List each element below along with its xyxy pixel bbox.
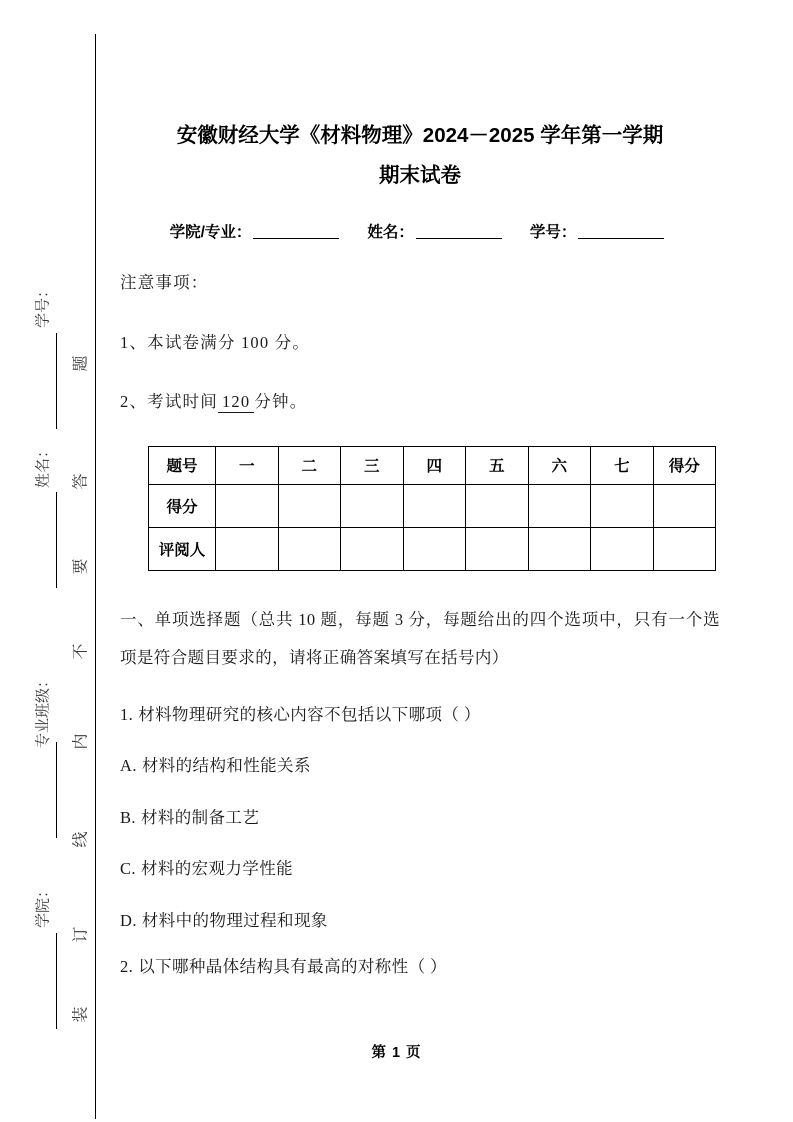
margin-rule-class bbox=[56, 742, 57, 838]
margin-field-name: 姓名： bbox=[35, 443, 52, 489]
score-table bbox=[148, 446, 716, 571]
option-c-label: C. bbox=[120, 859, 136, 878]
margin-field-student-id: 学号： bbox=[35, 283, 52, 329]
score-cell-3[interactable] bbox=[341, 484, 404, 527]
seal-char-ti: 题 bbox=[72, 355, 90, 372]
option-a-label: A. bbox=[120, 756, 137, 775]
seal-char-xian: 线 bbox=[72, 831, 90, 848]
score-cell-2[interactable] bbox=[278, 484, 341, 527]
reviewer-cell-6[interactable] bbox=[528, 527, 591, 570]
note-item-2 bbox=[120, 351, 720, 413]
score-table-header-4: 四 bbox=[403, 446, 466, 484]
college-major-label: 学院/专业： bbox=[169, 224, 252, 241]
student-info-row bbox=[120, 196, 720, 242]
score-table-header-5: 五 bbox=[466, 446, 529, 484]
student-id-blank[interactable] bbox=[578, 238, 664, 239]
seal-char-yao: 要 bbox=[72, 558, 90, 575]
question-1-option-a[interactable] bbox=[120, 723, 720, 775]
score-table-header-1: 一 bbox=[216, 446, 279, 484]
question-1-number: 1. bbox=[120, 704, 134, 724]
question-1-stem bbox=[120, 677, 720, 724]
score-cell-5[interactable] bbox=[466, 484, 529, 527]
reviewer-cell-1[interactable] bbox=[216, 527, 279, 570]
college-major-blank[interactable] bbox=[253, 238, 339, 239]
content-column bbox=[120, 0, 720, 976]
seal-char-da: 答 bbox=[72, 473, 90, 490]
score-table-header-3: 三 bbox=[341, 446, 404, 484]
option-b-text: 材料的制备工艺 bbox=[140, 807, 260, 827]
margin-field-college: 学院： bbox=[35, 883, 52, 929]
question-2-text: 以下哪种晶体结构具有最高的对称性（ ） bbox=[138, 957, 447, 976]
score-table-header-0: 题号 bbox=[149, 446, 216, 484]
page-footer: 第 1 页 bbox=[371, 1045, 422, 1061]
name-label: 姓名： bbox=[367, 224, 414, 241]
title-line-1: 安徽财经大学《材料物理》2024－2025 学年第一学期 bbox=[176, 124, 664, 147]
reviewer-cell-5[interactable] bbox=[466, 527, 529, 570]
note-2-prefix: 2、考试时间 bbox=[120, 392, 218, 411]
score-table-header-8: 得分 bbox=[653, 446, 716, 484]
reviewer-cell-3[interactable] bbox=[341, 527, 404, 570]
exam-duration-value: 120 bbox=[218, 394, 254, 413]
note-2-suffix: 分钟。 bbox=[254, 392, 308, 411]
student-id-label: 学号： bbox=[529, 224, 577, 241]
table-row-header bbox=[149, 446, 716, 484]
option-d-label: D. bbox=[120, 910, 137, 930]
score-row-label: 得分 bbox=[149, 484, 216, 527]
score-table-header-6: 六 bbox=[528, 446, 591, 484]
option-a-text: 材料的结构和性能关系 bbox=[141, 756, 311, 775]
score-cell-6[interactable] bbox=[528, 484, 591, 527]
score-cell-1[interactable] bbox=[216, 484, 279, 527]
note-item-1: 1、本试卷满分 100 分。 bbox=[120, 332, 311, 352]
option-b-label: B. bbox=[120, 807, 136, 827]
question-2-stem bbox=[120, 929, 720, 976]
notes-heading: 注意事项： bbox=[120, 273, 209, 292]
score-cell-4[interactable] bbox=[403, 484, 466, 527]
page-title bbox=[120, 0, 720, 196]
margin-rule-student-id bbox=[56, 333, 57, 429]
seal-char-zhuang: 装 bbox=[72, 1006, 90, 1023]
margin-rule-college bbox=[56, 933, 57, 1029]
seal-char-nei: 内 bbox=[72, 733, 90, 750]
reviewer-cell-7[interactable] bbox=[591, 527, 654, 570]
option-c-text: 材料的宏观力学性能 bbox=[140, 859, 294, 878]
reviewer-cell-4[interactable] bbox=[403, 527, 466, 570]
score-cell-7[interactable] bbox=[591, 484, 654, 527]
seal-char-bu: 不 bbox=[72, 643, 90, 660]
binding-vertical-rule bbox=[95, 34, 96, 1119]
seal-char-ding: 订 bbox=[72, 926, 90, 943]
question-1-text: 材料物理研究的核心内容不包括以下哪项（ ） bbox=[138, 704, 481, 724]
score-cell-total[interactable] bbox=[653, 484, 716, 527]
question-1-option-c[interactable] bbox=[120, 826, 720, 878]
question-1-option-b[interactable] bbox=[120, 775, 720, 827]
score-table-header-2: 二 bbox=[278, 446, 341, 484]
score-table-header-7: 七 bbox=[591, 446, 654, 484]
section-heading-multiple-choice: 一、单项选择题（总共 10 题，每题 3 分，每题给出的四个选项中，只有一个选项是符合题目要求的，请将正确答案填写在括号内） bbox=[120, 609, 720, 667]
reviewer-cell-2[interactable] bbox=[278, 527, 341, 570]
question-1-option-d[interactable] bbox=[120, 878, 720, 930]
name-blank[interactable] bbox=[416, 238, 502, 239]
table-row-score bbox=[149, 484, 716, 527]
question-2-number: 2. bbox=[120, 957, 134, 976]
reviewer-cell-total[interactable] bbox=[653, 527, 716, 570]
option-d-text: 材料中的物理过程和现象 bbox=[141, 910, 328, 930]
reviewer-row-label: 评阅人 bbox=[149, 527, 216, 570]
margin-field-class: 专业班级： bbox=[35, 673, 52, 749]
margin-rule-name bbox=[56, 492, 57, 588]
title-line-2: 期末试卷 bbox=[379, 164, 461, 187]
table-row-reviewer bbox=[149, 527, 716, 570]
